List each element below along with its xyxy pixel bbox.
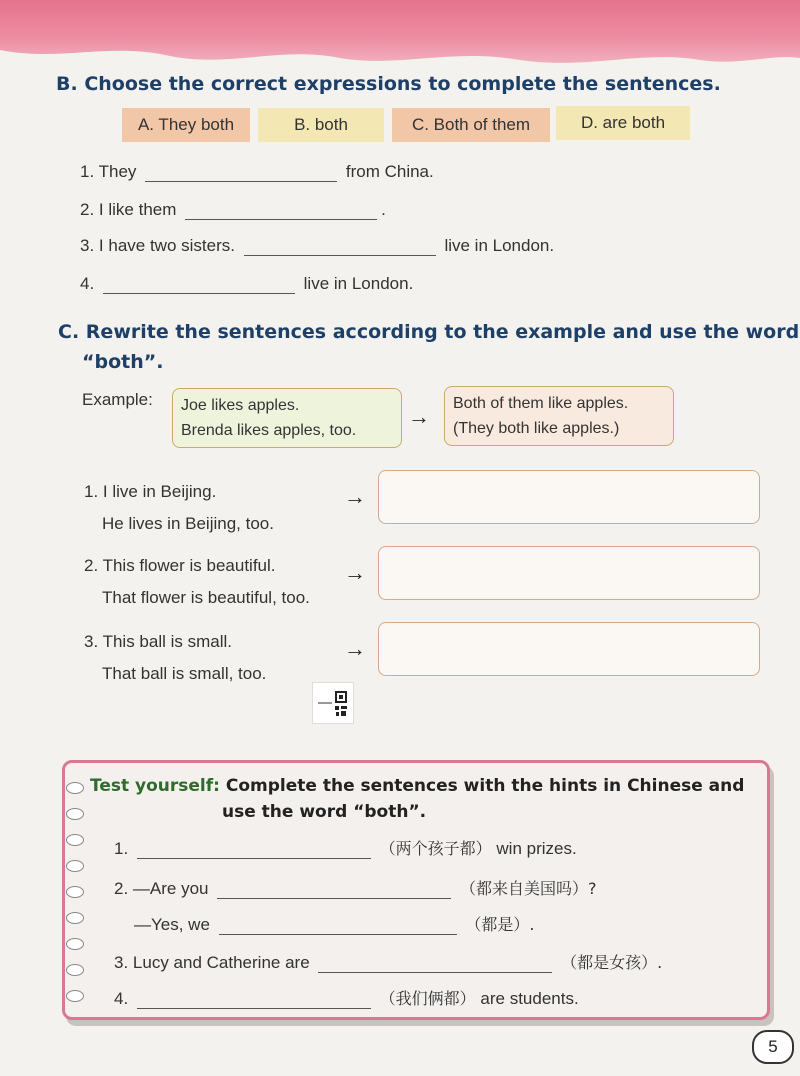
answer-blank[interactable] [244, 237, 436, 256]
spiral-ring-icon [66, 782, 84, 794]
answer-blank[interactable] [217, 880, 451, 899]
spiral-ring-icon [66, 808, 84, 820]
answer-blank[interactable] [318, 954, 552, 973]
option-a: A. They both [122, 108, 250, 142]
option-c: C. Both of them [392, 108, 550, 142]
answer-box-3[interactable] [378, 622, 760, 676]
question-number: 4. [114, 989, 129, 1008]
section-c-heading [58, 318, 799, 346]
question-text-after: live in London. [444, 236, 555, 255]
arrow-icon: → [344, 560, 366, 585]
test-label: Test yourself: [90, 776, 220, 796]
question-text: Lucy and Catherine are [132, 953, 310, 972]
section-c-item-2 [84, 550, 310, 614]
test-title-line2: use the word “both”. [222, 802, 427, 822]
option-d: D. are both [556, 106, 690, 140]
question-text-after: live in London. [303, 274, 414, 293]
question-text-after: from China. [345, 162, 434, 181]
example-output-box [444, 386, 674, 446]
example-output-line: (They both like apples.) [453, 420, 620, 437]
spiral-ring-icon [66, 886, 84, 898]
spiral-ring-icon [66, 938, 84, 950]
answer-blank[interactable] [145, 163, 337, 182]
spiral-ring-icon [66, 990, 84, 1002]
test-row-2b [134, 912, 534, 935]
example-input-line: Joe likes apples. [181, 397, 300, 414]
section-c-item-1 [84, 476, 274, 540]
section-b-title: Choose the correct expressions to complete the sentences. [84, 73, 721, 95]
answer-blank[interactable] [185, 201, 377, 220]
answer-box-1[interactable] [378, 470, 760, 524]
section-c-title-line2: “both”. [82, 351, 164, 373]
test-title-line1: Complete the sentences with the hints in Chinese and [225, 776, 745, 796]
item-line: He lives in Beijing, too. [102, 514, 274, 533]
example-label: Example: [82, 390, 153, 409]
spiral-ring-icon [66, 834, 84, 846]
answer-blank[interactable] [219, 916, 457, 935]
question-text: I have two sisters. [98, 236, 235, 255]
chinese-hint: （都是）. [465, 915, 535, 934]
question-number: 3. [80, 236, 95, 255]
question-text-after: are students. [480, 989, 579, 1008]
answer-blank[interactable] [137, 990, 371, 1009]
test-row-3 [114, 950, 662, 973]
arrow-icon: → [344, 484, 366, 509]
section-b-question-1 [80, 162, 434, 182]
question-number: 2. [114, 879, 129, 898]
option-b: B. both [258, 108, 384, 142]
example-input-line: Brenda likes apples, too. [181, 422, 357, 439]
section-c-title-line1: Rewrite the sentences according to the example and use the word [85, 321, 800, 343]
section-c-item-3 [84, 626, 266, 690]
question-text-after: win prizes. [496, 839, 577, 858]
question-number: 1. [80, 162, 95, 181]
question-number: 4. [80, 274, 95, 293]
example-output-line: Both of them like apples. [453, 395, 629, 412]
arrow-icon: → [408, 404, 430, 429]
arrow-icon: → [344, 636, 366, 661]
spiral-ring-icon [66, 860, 84, 872]
section-b-heading [56, 70, 721, 98]
section-b-question-3 [80, 236, 554, 256]
spiral-ring-icon [66, 964, 84, 976]
question-number: 1. [114, 839, 129, 858]
answer-blank[interactable] [137, 840, 371, 859]
spiral-ring-icon [66, 912, 84, 924]
item-line: That flower is beautiful, too. [102, 588, 310, 607]
qr-code-icon [312, 682, 354, 724]
question-text-after: . [381, 200, 386, 219]
example-input-box [172, 388, 402, 448]
question-number: 2. [80, 200, 95, 219]
section-b-letter: B. [56, 73, 78, 95]
top-banner [0, 0, 800, 70]
answer-box-2[interactable] [378, 546, 760, 600]
section-b-question-4 [80, 274, 413, 294]
item-line: That ball is small, too. [102, 664, 267, 683]
banner-wave [0, 30, 800, 70]
chinese-hint: （两个孩子都） [379, 839, 492, 858]
test-heading [90, 776, 744, 796]
item-line: 1. I live in Beijing. [84, 482, 217, 501]
chinese-hint: （我们俩都） [379, 989, 476, 1008]
chinese-hint: （都是女孩）. [561, 953, 663, 972]
section-b-question-2 [80, 200, 386, 220]
question-number: 3. [114, 953, 129, 972]
item-line: 3. This ball is small. [84, 632, 233, 651]
question-text: They [98, 162, 137, 181]
page-number: 5 [752, 1030, 794, 1064]
question-text: —Yes, we [134, 915, 210, 934]
question-text: —Are you [132, 879, 209, 898]
test-row-2 [114, 876, 596, 899]
test-row-4 [114, 986, 579, 1009]
chinese-hint: （都来自美国吗）? [459, 879, 597, 898]
test-row-1 [114, 836, 577, 859]
section-c-letter: C. [58, 321, 80, 343]
question-text: I like them [98, 200, 177, 219]
answer-blank[interactable] [103, 275, 295, 294]
item-line: 2. This flower is beautiful. [84, 556, 276, 575]
